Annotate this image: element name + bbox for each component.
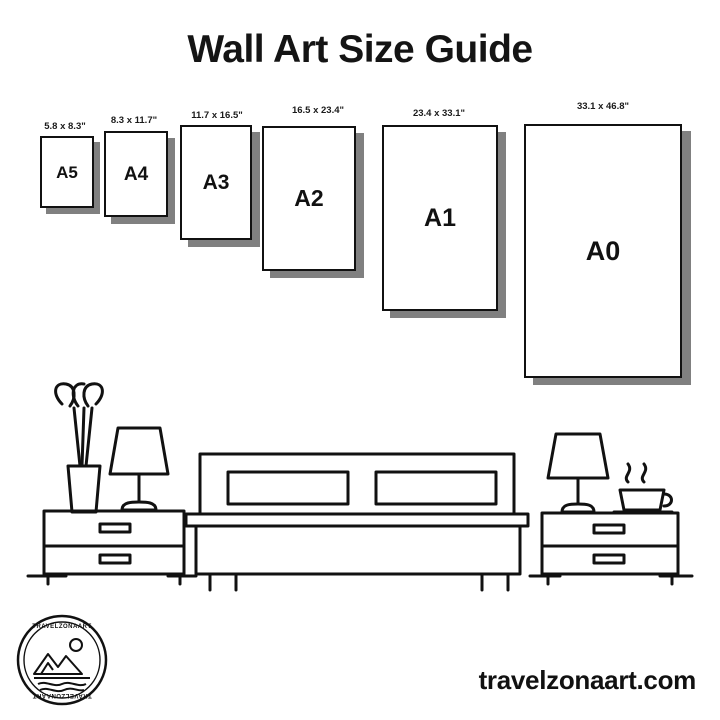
frame-a4[interactable] [104, 131, 168, 217]
frame-a1[interactable] [382, 125, 498, 311]
mountain-moon-badge-icon [14, 612, 110, 708]
logo-text-top: TRAVELZONAART [32, 624, 92, 630]
vase-with-flowers [56, 384, 103, 512]
nightstand-left [44, 511, 184, 584]
frame-dimension-label: 16.5 x 23.4" [291, 105, 345, 116]
logo-text-bottom: TRAVELZONAART [32, 692, 92, 698]
bedroom-scene [0, 378, 720, 603]
website-url[interactable]: travelzonaart.com [478, 665, 696, 695]
frame-label: A0 [585, 235, 621, 266]
frame-dimension-label: 33.1 x 46.8" [576, 101, 630, 112]
frame-dimension-label: 5.8 x 8.3" [44, 121, 86, 132]
frame-a3[interactable] [180, 125, 252, 240]
frame-dimension-label: 11.7 x 16.5" [191, 110, 243, 121]
table-lamp-left [110, 428, 168, 510]
frame-size-chart [0, 101, 720, 410]
table-lamp-right [548, 434, 608, 512]
frame-label: A4 [123, 163, 149, 185]
frame-a2[interactable] [262, 126, 356, 271]
frame-label: A5 [56, 162, 78, 182]
frame-dimension-label: 23.4 x 33.1" [412, 108, 466, 119]
nightstand-right [542, 513, 678, 584]
bed [186, 454, 528, 590]
page-title: Wall Art Size Guide [187, 28, 533, 71]
frame-label: A2 [294, 185, 324, 211]
coffee-cup [614, 464, 672, 512]
frame-a5[interactable] [40, 136, 94, 208]
frame-a0[interactable] [524, 124, 682, 378]
frame-label: A3 [202, 171, 230, 194]
frame-dimension-label: 8.3 x 11.7" [110, 115, 158, 126]
bedroom-line-art [0, 378, 720, 603]
brand-logo[interactable] [14, 612, 110, 708]
frame-label: A1 [424, 203, 456, 232]
